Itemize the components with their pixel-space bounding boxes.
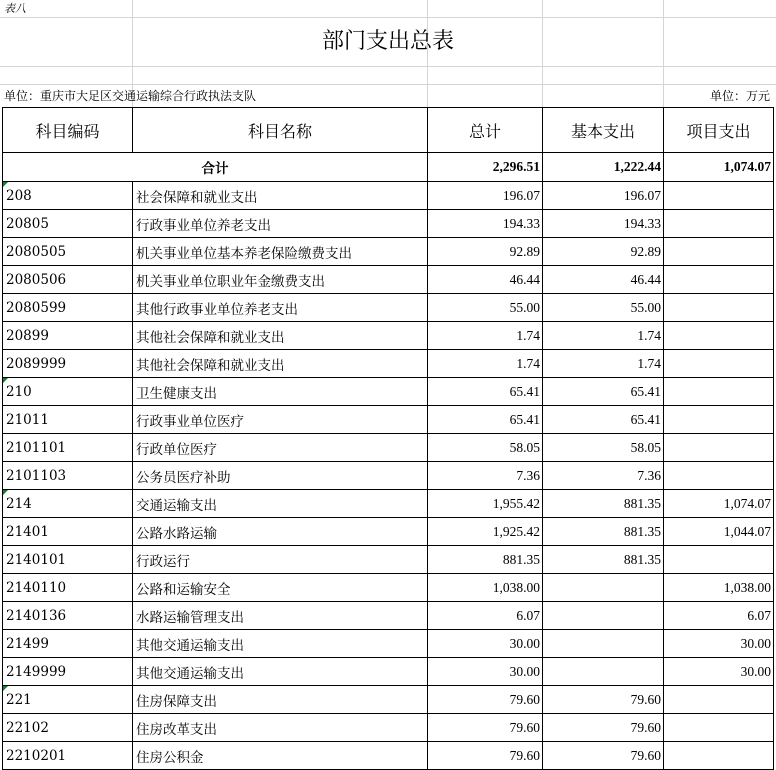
- unit-row: [0, 85, 776, 105]
- cell-project: [664, 266, 774, 294]
- cell-project: [664, 462, 774, 490]
- cell-basic: [543, 658, 664, 686]
- cell-basic: 79.60: [543, 742, 664, 770]
- cell-marker-icon: [3, 686, 8, 691]
- cell-project: [664, 742, 774, 770]
- cell-code: 21011: [3, 406, 133, 434]
- cell-code: 2080506: [3, 266, 133, 294]
- cell-code: 221: [3, 686, 133, 714]
- cell-total: 1,925.42: [428, 518, 543, 546]
- table-label: 表八: [4, 2, 26, 15]
- cell-marker-icon: [3, 182, 8, 187]
- cell-name: 公务员医疗补助: [133, 462, 428, 490]
- cell-code: 2101103: [3, 462, 133, 490]
- cell-name: 其他社会保障和就业支出: [133, 322, 428, 350]
- table-row: [3, 182, 774, 210]
- cell-code: 2080505: [3, 238, 133, 266]
- cell-name: 行政运行: [133, 546, 428, 574]
- page-title: 部门支出总表: [321, 29, 454, 54]
- cell-project: 6.07: [664, 602, 774, 630]
- table-row: [3, 462, 774, 490]
- cell-name: 公路和运输安全: [133, 574, 428, 602]
- table-row: [3, 518, 774, 546]
- cell-code: 214: [3, 490, 133, 518]
- cell-total: 58.05: [428, 434, 543, 462]
- cell-basic: 7.36: [543, 462, 664, 490]
- cell-name: 住房公积金: [133, 742, 428, 770]
- cell-basic: 194.33: [543, 210, 664, 238]
- department-label: 单位：重庆市大足区交通运输综合行政执法支队: [4, 89, 257, 103]
- cell-name: 其他交通运输支出: [133, 630, 428, 658]
- header-code: 科目编码: [3, 108, 133, 153]
- cell-marker-icon: [3, 378, 8, 383]
- cell-code: 210: [3, 378, 133, 406]
- cell-project: [664, 686, 774, 714]
- total-basic: 1,222.44: [543, 153, 664, 182]
- table-row: [3, 630, 774, 658]
- table-row: [3, 546, 774, 574]
- total-total: 2,296.51: [428, 153, 543, 182]
- cell-total: 1,955.42: [428, 490, 543, 518]
- table-row: [3, 238, 774, 266]
- cell-total: 55.00: [428, 294, 543, 322]
- header-project: 项目支出: [664, 108, 774, 153]
- cell-total: 92.89: [428, 238, 543, 266]
- cell-basic: 1.74: [543, 350, 664, 378]
- cell-basic: 1.74: [543, 322, 664, 350]
- cell-basic: 65.41: [543, 406, 664, 434]
- cell-total: 1.74: [428, 322, 543, 350]
- cell-total: 79.60: [428, 742, 543, 770]
- cell-total: 6.07: [428, 602, 543, 630]
- cell-basic: 79.60: [543, 686, 664, 714]
- cell-basic: 92.89: [543, 238, 664, 266]
- cell-name: 行政单位医疗: [133, 434, 428, 462]
- table-row: [3, 210, 774, 238]
- cell-code: 20805: [3, 210, 133, 238]
- cell-project: [664, 434, 774, 462]
- cell-project: [664, 182, 774, 210]
- expenditure-table: [2, 107, 774, 770]
- cell-name: 住房改革支出: [133, 714, 428, 742]
- cell-total: 30.00: [428, 658, 543, 686]
- cell-name: 公路水路运输: [133, 518, 428, 546]
- cell-project: [664, 322, 774, 350]
- cell-project: 1,074.07: [664, 490, 774, 518]
- cell-basic: 58.05: [543, 434, 664, 462]
- cell-project: 1,044.07: [664, 518, 774, 546]
- cell-code: 2089999: [3, 350, 133, 378]
- cell-basic: 55.00: [543, 294, 664, 322]
- cell-code: 21499: [3, 630, 133, 658]
- cell-total: 1.74: [428, 350, 543, 378]
- table-row: [3, 406, 774, 434]
- header-name: 科目名称: [133, 108, 428, 153]
- cell-project: [664, 378, 774, 406]
- cell-name: 行政事业单位养老支出: [133, 210, 428, 238]
- cell-project: 1,038.00: [664, 574, 774, 602]
- cell-project: [664, 406, 774, 434]
- cell-basic: 881.35: [543, 518, 664, 546]
- cell-project: [664, 294, 774, 322]
- table-row: [3, 434, 774, 462]
- cell-code: 21401: [3, 518, 133, 546]
- cell-code: 20899: [3, 322, 133, 350]
- cell-project: 30.00: [664, 630, 774, 658]
- cell-total: 46.44: [428, 266, 543, 294]
- cell-name: 其他交通运输支出: [133, 658, 428, 686]
- table-row: [3, 294, 774, 322]
- unit-label: 单位：万元: [709, 89, 770, 103]
- table-row: [3, 742, 774, 770]
- header-basic: 基本支出: [543, 108, 664, 153]
- cell-name: 卫生健康支出: [133, 378, 428, 406]
- header-row: [3, 108, 774, 153]
- cell-code: 22102: [3, 714, 133, 742]
- cell-basic: [543, 630, 664, 658]
- total-project: 1,074.07: [664, 153, 774, 182]
- cell-name: 住房保障支出: [133, 686, 428, 714]
- table-row: [3, 378, 774, 406]
- cell-project: 30.00: [664, 658, 774, 686]
- table-row: [3, 322, 774, 350]
- cell-name: 社会保障和就业支出: [133, 182, 428, 210]
- cell-project: [664, 546, 774, 574]
- cell-project: [664, 714, 774, 742]
- cell-project: [664, 350, 774, 378]
- total-row: [3, 153, 774, 182]
- table-row: [3, 266, 774, 294]
- cell-code: 2210201: [3, 742, 133, 770]
- cell-basic: 46.44: [543, 266, 664, 294]
- cell-total: 65.41: [428, 378, 543, 406]
- cell-marker-icon: [3, 490, 8, 495]
- cell-basic: 79.60: [543, 714, 664, 742]
- table-row: [3, 350, 774, 378]
- cell-total: 881.35: [428, 546, 543, 574]
- cell-name: 其他社会保障和就业支出: [133, 350, 428, 378]
- cell-total: 1,038.00: [428, 574, 543, 602]
- table-row: [3, 658, 774, 686]
- table-row: [3, 490, 774, 518]
- cell-code: 2140101: [3, 546, 133, 574]
- cell-total: 196.07: [428, 182, 543, 210]
- table-row: [3, 574, 774, 602]
- cell-code: 2140110: [3, 574, 133, 602]
- table-row: [3, 686, 774, 714]
- cell-name: 行政事业单位医疗: [133, 406, 428, 434]
- cell-code: 2080599: [3, 294, 133, 322]
- cell-basic: [543, 574, 664, 602]
- cell-total: 30.00: [428, 630, 543, 658]
- cell-total: 79.60: [428, 686, 543, 714]
- total-label: 合计: [3, 153, 428, 182]
- cell-code: 2101101: [3, 434, 133, 462]
- cell-project: [664, 238, 774, 266]
- cell-code: 208: [3, 182, 133, 210]
- cell-total: 7.36: [428, 462, 543, 490]
- cell-name: 水路运输管理支出: [133, 602, 428, 630]
- cell-total: 79.60: [428, 714, 543, 742]
- cell-project: [664, 210, 774, 238]
- table-row: [3, 602, 774, 630]
- cell-basic: 196.07: [543, 182, 664, 210]
- cell-basic: 65.41: [543, 378, 664, 406]
- cell-name: 机关事业单位职业年金缴费支出: [133, 266, 428, 294]
- table-row: [3, 714, 774, 742]
- cell-basic: 881.35: [543, 546, 664, 574]
- cell-total: 65.41: [428, 406, 543, 434]
- cell-code: 2149999: [3, 658, 133, 686]
- cell-name: 交通运输支出: [133, 490, 428, 518]
- cell-basic: [543, 602, 664, 630]
- header-total: 总计: [428, 108, 543, 153]
- cell-basic: 881.35: [543, 490, 664, 518]
- cell-name: 机关事业单位基本养老保险缴费支出: [133, 238, 428, 266]
- cell-code: 2140136: [3, 602, 133, 630]
- cell-name: 其他行政事业单位养老支出: [133, 294, 428, 322]
- cell-total: 194.33: [428, 210, 543, 238]
